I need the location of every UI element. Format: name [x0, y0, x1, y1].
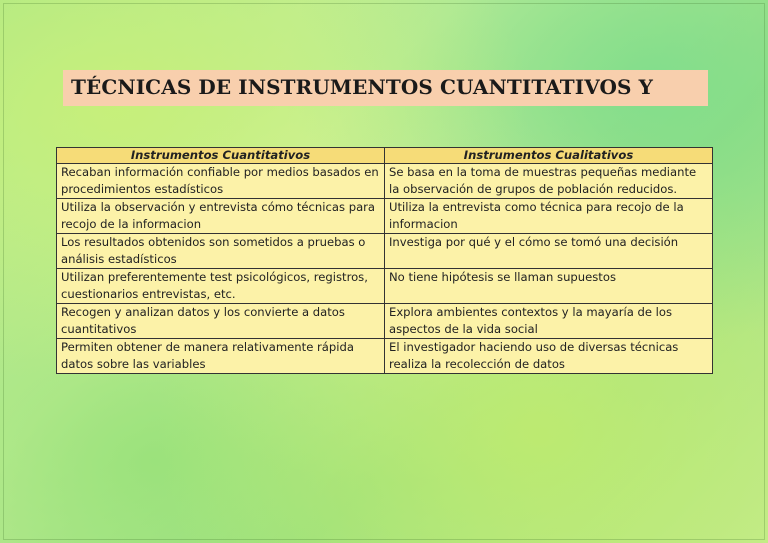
header-quantitative: Instrumentos Cuantitativos	[57, 148, 385, 164]
qualitative-cell: No tiene hipótesis se llaman supuestos	[385, 269, 713, 304]
title-banner	[63, 70, 708, 106]
quantitative-cell: Permiten obtener de manera relativamente rápida datos sobre las variables	[57, 339, 385, 374]
table-row	[57, 269, 713, 304]
table-row	[57, 339, 713, 374]
slide-title: TÉCNICAS DE INSTRUMENTOS CUANTITATIVOS Y	[71, 75, 653, 99]
qualitative-cell: Se basa en la toma de muestras pequeñas mediante la observación de grupos de población reducidos.	[385, 164, 713, 199]
qualitative-cell: Explora ambientes contextos y la mayaría de los aspectos de la vida social	[385, 304, 713, 339]
comparison-table	[56, 147, 713, 374]
table-row	[57, 164, 713, 199]
table-header-row	[57, 148, 713, 164]
quantitative-cell: Utilizan preferentemente test psicológicos, registros, cuestionarios entrevistas, etc.	[57, 269, 385, 304]
table-row	[57, 304, 713, 339]
quantitative-cell: Los resultados obtenidos son sometidos a pruebas o análisis estadísticos	[57, 234, 385, 269]
quantitative-cell: Recogen y analizan datos y los convierte a datos cuantitativos	[57, 304, 385, 339]
qualitative-cell: Investiga por qué y el cómo se tomó una decisión	[385, 234, 713, 269]
qualitative-cell: Utiliza la entrevista como técnica para recojo de la informacion	[385, 199, 713, 234]
table-row	[57, 199, 713, 234]
table-row	[57, 234, 713, 269]
quantitative-cell: Utiliza la observación y entrevista cómo técnicas para recojo de la informacion	[57, 199, 385, 234]
qualitative-cell: El investigador haciendo uso de diversas técnicas realiza la recolección de datos	[385, 339, 713, 374]
quantitative-cell: Recaban información confiable por medios basados en procedimientos estadísticos	[57, 164, 385, 199]
header-qualitative: Instrumentos Cualitativos	[385, 148, 713, 164]
